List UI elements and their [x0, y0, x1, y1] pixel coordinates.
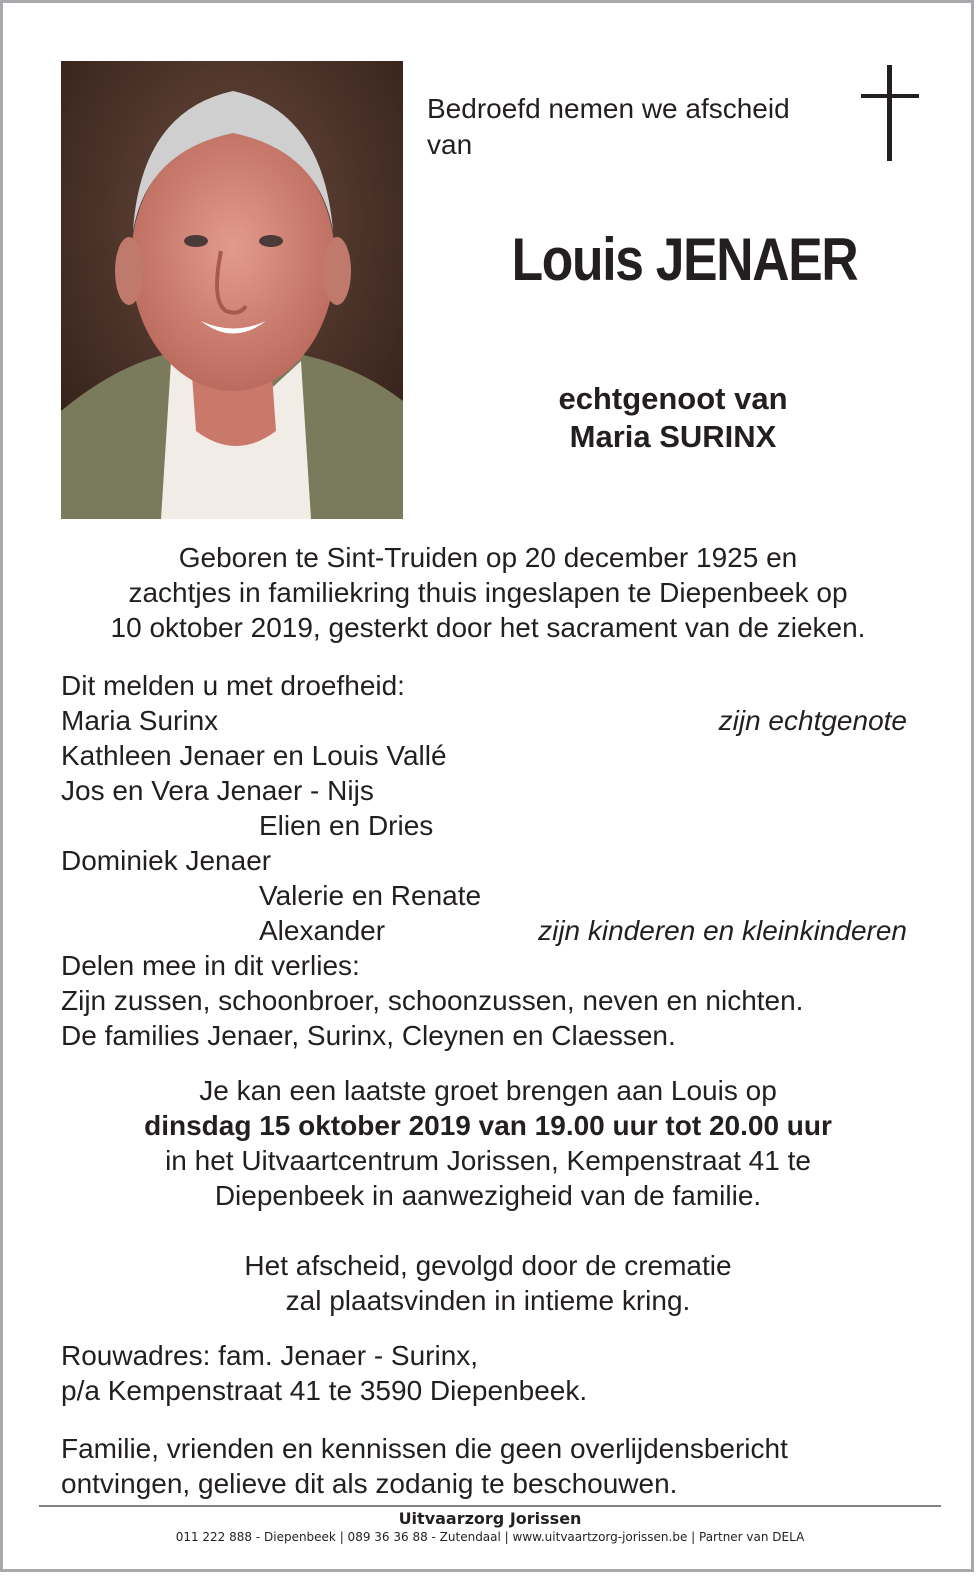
closing-notice	[61, 1431, 931, 1501]
share-intro-text: Delen mee in dit verlies:	[61, 950, 360, 981]
spouse-name: Maria SURINX	[569, 419, 777, 454]
grandchildren: Valerie en Renate	[259, 880, 482, 911]
visit-line: Je kan een laatste groet brengen aan Louis op	[199, 1075, 777, 1106]
family-row	[61, 703, 931, 738]
share-line-text: De families Jenaer, Surinx, Cleynen en Claessen.	[61, 1020, 676, 1051]
family-row	[61, 843, 931, 878]
share-line	[61, 1018, 931, 1053]
family-list	[61, 668, 931, 1053]
portrait-photo	[61, 61, 403, 519]
address-line: Rouwadres: fam. Jenaer - Surinx,	[61, 1340, 479, 1371]
share-line	[61, 983, 931, 1018]
footer-divider	[39, 1505, 941, 1507]
farewell-line: Het afscheid, gevolgd door de crematie	[244, 1250, 732, 1281]
family-row	[61, 878, 931, 913]
family-member: Kathleen Jenaer en Louis Vallé	[61, 740, 447, 771]
family-row	[61, 808, 931, 843]
spouse-label: echtgenoot van	[558, 381, 788, 416]
family-member: Maria Surinx	[61, 705, 219, 736]
intro-text	[427, 91, 847, 163]
family-row	[61, 738, 931, 773]
family-row	[61, 913, 931, 948]
birth-text	[43, 540, 933, 645]
spouse-info	[463, 380, 883, 456]
deceased-name: Louis JENAER	[511, 226, 858, 293]
family-member: Dominiek Jenaer	[61, 845, 272, 876]
family-row	[61, 773, 931, 808]
mourning-address	[61, 1338, 931, 1408]
birth-line: Geboren te Sint-Truiden op 20 december 1925 en	[178, 542, 798, 573]
birth-line: zachtjes in familiekring thuis ingeslapen te Diepenbeek op	[128, 577, 848, 608]
visit-line: in het Uitvaartcentrum Jorissen, Kempenstraat 41 te	[165, 1145, 811, 1176]
cross-icon	[861, 65, 919, 161]
farewell-line: zal plaatsvinden in intieme kring.	[285, 1285, 691, 1316]
company-contact: 011 222 888 - Diepenbeek | 089 36 36 88 - Zutendaal | www.uitvaartzorg-jorissen.be | Partner van DELA	[175, 1530, 805, 1544]
grandchildren: Elien en Dries	[259, 810, 434, 841]
farewell-info	[43, 1248, 933, 1318]
family-intro	[61, 668, 931, 703]
family-member: Jos en Vera Jenaer - Nijs	[61, 775, 374, 806]
share-line-text: Zijn zussen, schoonbroer, schoonzussen, neven en nichten.	[61, 985, 804, 1016]
notice-line: Familie, vrienden en kennissen die geen overlijdensbericht	[61, 1433, 788, 1464]
address-line: p/a Kempenstraat 41 te 3590 Diepenbeek.	[61, 1375, 588, 1406]
family-intro-text: Dit melden u met droefheid:	[61, 670, 405, 701]
family-relation: zijn echtgenote	[718, 705, 907, 736]
notice-line: ontvingen, gelieve dit als zodanig te beschouwen.	[61, 1468, 678, 1499]
visit-datetime: dinsdag 15 oktober 2019 van 19.00 uur tot 20.00 uur	[144, 1110, 832, 1141]
funeral-company: Uitvaarzorg Jorissen	[398, 1509, 582, 1528]
grandchildren: Alexander	[259, 915, 386, 946]
visitation-info	[43, 1073, 933, 1213]
share-intro	[61, 948, 931, 983]
family-relation: zijn kinderen en kleinkinderen	[538, 915, 907, 946]
intro-line: Bedroefd nemen we afscheid	[427, 93, 790, 124]
intro-line: van	[427, 129, 473, 160]
visit-line: Diepenbeek in aanwezigheid van de familie.	[214, 1180, 762, 1211]
birth-line: 10 oktober 2019, gesterkt door het sacrament van de zieken.	[110, 612, 866, 643]
